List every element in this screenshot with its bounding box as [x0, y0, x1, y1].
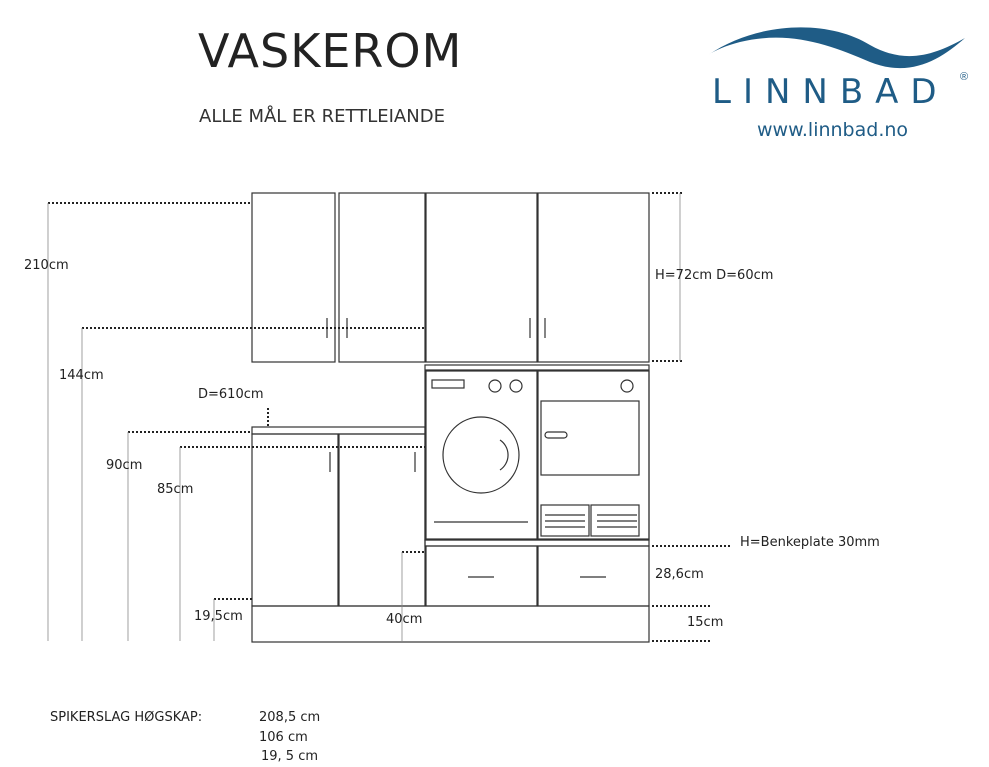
- page-subtitle: ALLE MÅL ER RETTLEIANDE: [199, 106, 445, 127]
- base-cabinet-1: [252, 434, 338, 606]
- washer-display: [432, 380, 464, 388]
- registered-mark: ®: [960, 71, 969, 83]
- label-drawer-base: 28,6cm: [655, 567, 704, 582]
- label-drawer-top: 40cm: [386, 612, 423, 627]
- base-cabinet-2: [339, 434, 425, 606]
- dryer-handle: [545, 432, 567, 438]
- label-base-height: 85cm: [157, 482, 194, 497]
- label-upper-bottom: 144cm: [59, 368, 104, 383]
- appliance-shelf: [425, 540, 649, 546]
- washer-knob-2: [510, 380, 522, 392]
- drawer-2: [538, 546, 649, 606]
- label-plinth-height: 19,5cm: [194, 609, 243, 624]
- wall-cabinet-3: [426, 193, 537, 362]
- footer-label: SPIKERSLAG HØGSKAP:: [50, 710, 203, 725]
- page-title: VASKEROM: [198, 24, 463, 78]
- footer-value-1: 208,5 cm: [259, 710, 321, 725]
- wall-cabinet-1: [252, 193, 335, 362]
- label-total-height: 210cm: [24, 258, 69, 273]
- label-counter-height: 90cm: [106, 458, 143, 473]
- label-wall-cabinet: H=72cm D=60cm: [655, 268, 774, 283]
- footer-value-2: 106 cm: [259, 730, 308, 745]
- footer-value-3: 19, 5 cm: [261, 749, 319, 764]
- drawer-1: [426, 546, 537, 606]
- label-depth: D=610cm: [198, 387, 264, 402]
- wall-cabinet-2: [339, 193, 425, 362]
- dryer: [538, 371, 649, 539]
- linnbad-wave-logo: [708, 27, 965, 68]
- washer-knob-1: [489, 380, 501, 392]
- brand-url[interactable]: www.linnbad.no: [757, 119, 909, 141]
- wall-cabinet-4: [538, 193, 649, 362]
- countertop: [252, 427, 425, 434]
- brand-name: LINNBAD: [712, 72, 949, 112]
- label-countertop: H=Benkeplate 30mm: [740, 535, 880, 550]
- plinth: [252, 606, 649, 642]
- dryer-knob: [621, 380, 633, 392]
- label-plinth-right: 15cm: [687, 615, 724, 630]
